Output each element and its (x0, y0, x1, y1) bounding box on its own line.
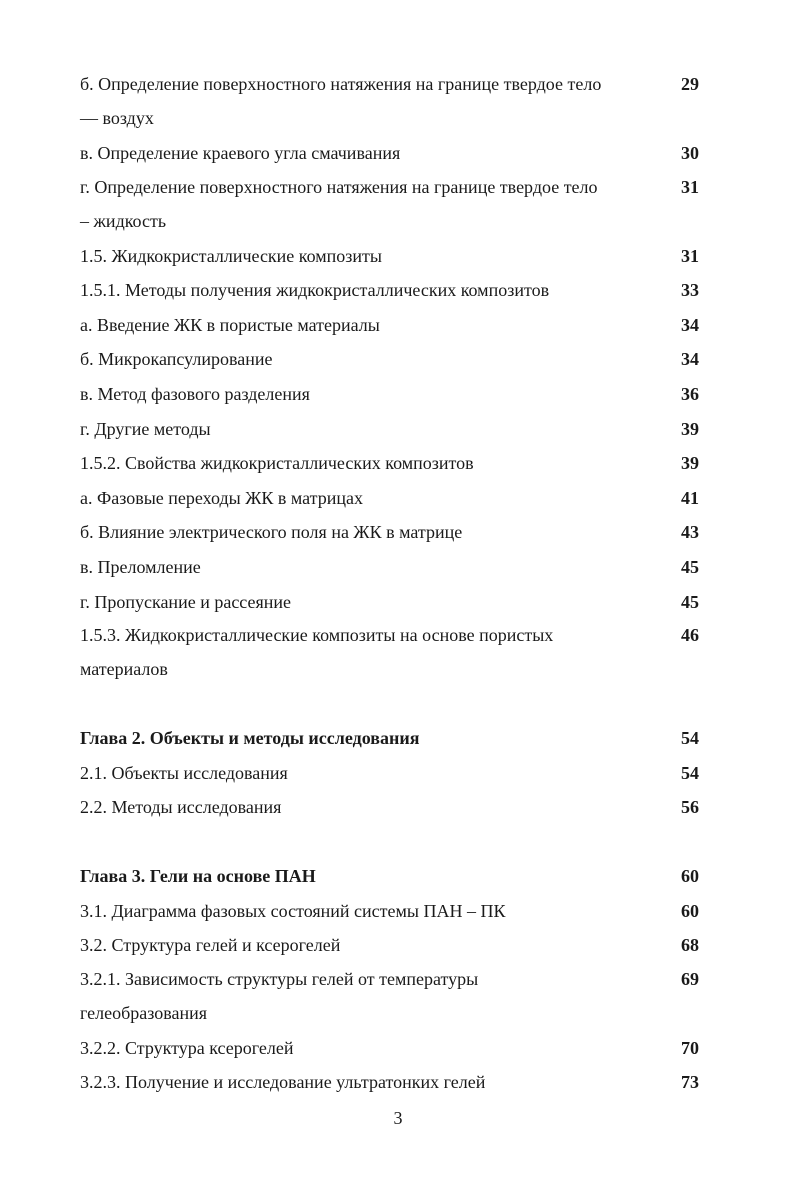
toc-entry (80, 308, 705, 343)
toc-entry-text: б. Определение поверхностного натяжения на границе твердое тело (80, 74, 602, 94)
toc-entry (80, 273, 705, 308)
toc-entry-continuation (80, 651, 705, 687)
toc-entry-text: в. Определение краевого угла смачивания (80, 143, 401, 163)
toc-entry-text: б. Влияние электрического поля на ЖК в матрице (80, 522, 463, 543)
toc-entry-text: в. Преломление (80, 556, 201, 577)
toc-entry-page: 43 (681, 522, 699, 543)
toc-entry (80, 68, 705, 100)
toc-entry-text: г. Другие методы (80, 418, 211, 439)
toc-entry-text: 3.2.3. Получение и исследование ультратонких гелей (80, 1072, 486, 1093)
toc-entry-text: 3.1. Диаграмма фазовых состояний системы ПАН – ПК (80, 900, 506, 921)
toc-entry (80, 963, 705, 995)
chapter-page: 60 (681, 865, 699, 886)
toc-entry-text: в. Метод фазового разделения (80, 383, 310, 404)
toc-entry (80, 619, 705, 651)
toc-entry (80, 342, 705, 377)
toc-entry-text: 1.5. Жидкокристаллические композиты (80, 245, 383, 266)
toc-entry-page: 73 (681, 1072, 699, 1093)
toc-entry-text-continued: гелеобразования (80, 1002, 208, 1023)
toc-entry-text: 2.2. Методы исследования (80, 797, 282, 818)
toc-entry (80, 171, 705, 203)
toc-entry-page: 29 (681, 74, 699, 94)
chapter-page: 54 (681, 728, 699, 749)
toc-entry (80, 446, 705, 481)
toc-entry-text: 1.5.3. Жидкокристаллические композиты на основе пористых (80, 625, 554, 646)
toc-entry-page: 60 (681, 900, 699, 921)
toc-entry (80, 481, 705, 516)
toc-entry-continuation (80, 100, 705, 136)
toc-entry-page: 34 (681, 314, 699, 335)
toc-entry-page: 31 (681, 245, 699, 266)
chapter-3-heading (80, 859, 705, 894)
section-gap (80, 687, 705, 721)
toc-entry (80, 412, 705, 447)
chapter-title: Глава 2. Объекты и методы исследования (80, 728, 420, 749)
toc-entry-continuation (80, 995, 705, 1031)
toc-entry-page: 33 (681, 280, 699, 301)
toc-entry-text-continued: – жидкость (80, 210, 167, 231)
toc-entry-page: 46 (681, 625, 699, 646)
toc-entry-page: 30 (681, 143, 699, 163)
chapter-title: Глава 3. Гели на основе ПАН (80, 865, 316, 886)
toc-entry-page: 45 (681, 591, 699, 612)
chapter-2-heading (80, 721, 705, 756)
toc-entry-text: а. Введение ЖК в пористые материалы (80, 314, 380, 335)
toc-entry-text-continued: материалов (80, 659, 168, 680)
toc-entry-text: г. Определение поверхностного натяжения на границе твердое тело (80, 176, 598, 197)
toc-entry (80, 756, 705, 791)
toc-entry-page: 69 (681, 968, 699, 989)
toc-entry (80, 928, 705, 963)
toc-entry (80, 515, 705, 550)
toc-entry-text: 2.1. Объекты исследования (80, 762, 288, 783)
toc-entry-page: 31 (681, 176, 699, 197)
toc-entry (80, 790, 705, 825)
toc-entry (80, 136, 705, 171)
toc-entry (80, 1065, 705, 1100)
toc-entry (80, 1031, 705, 1066)
toc-entry-text: 3.2.2. Структура ксерогелей (80, 1037, 294, 1058)
toc-entry-text: б. Микрокапсулирование (80, 349, 273, 370)
toc-entry-text: 1.5.2. Свойства жидкокристаллических композитов (80, 453, 474, 474)
page-number: 3 (393, 1108, 403, 1128)
toc-entry-page: 34 (681, 349, 699, 370)
toc-entry-text: а. Фазовые переходы ЖК в матрицах (80, 487, 363, 508)
toc-entry (80, 585, 705, 620)
table-of-contents (80, 68, 705, 1100)
toc-entry-page: 41 (681, 487, 699, 508)
toc-entry-page: 68 (681, 935, 699, 956)
toc-entry-page: 36 (681, 383, 699, 404)
toc-entry-text-continued: — воздух (80, 108, 154, 128)
toc-entry-page: 39 (681, 453, 699, 474)
toc-entry-page: 45 (681, 556, 699, 577)
toc-entry-text: 3.2.1. Зависимость структуры гелей от температуры (80, 968, 479, 989)
toc-entry-text: 3.2. Структура гелей и ксерогелей (80, 935, 341, 956)
toc-entry-page: 56 (681, 797, 699, 818)
toc-entry (80, 894, 705, 929)
toc-entry-page: 39 (681, 418, 699, 439)
toc-entry-text: г. Пропускание и рассеяние (80, 591, 292, 612)
toc-entry-page: 54 (681, 762, 699, 783)
toc-entry-continuation (80, 203, 705, 239)
toc-entry (80, 239, 705, 274)
toc-entry-text: 1.5.1. Методы получения жидкокристаллических композитов (80, 280, 550, 301)
toc-entry (80, 550, 705, 585)
section-gap (80, 825, 705, 859)
toc-entry (80, 377, 705, 412)
toc-entry-page: 70 (681, 1037, 699, 1058)
